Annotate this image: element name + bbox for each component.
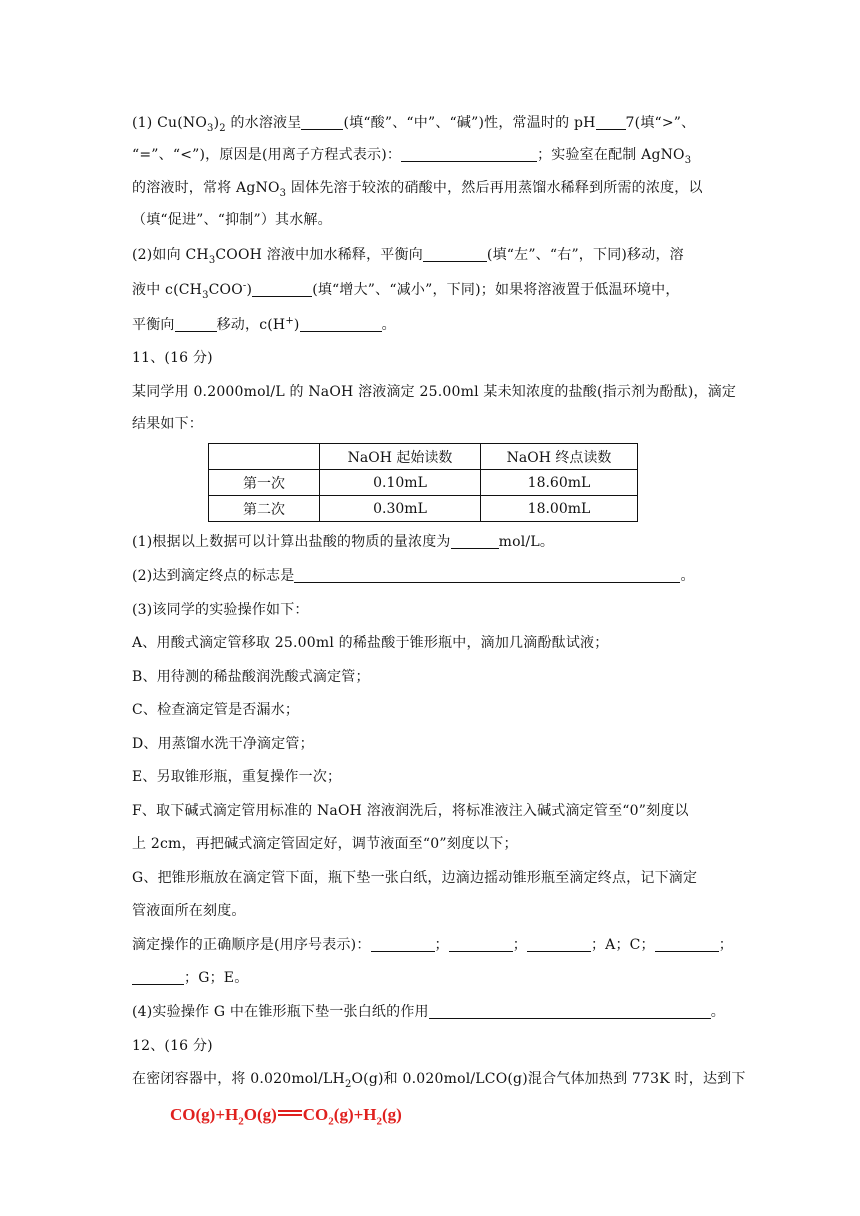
table-row: [209, 470, 638, 496]
equilibrium-direction-blank[interactable]: [423, 247, 487, 262]
step-b: B、用待测的稀盐酸润洗酸式滴定管；: [132, 669, 370, 685]
q11-intro-line2: 结果如下：: [132, 416, 203, 432]
step-g-line2: 管液面所在刻度。: [132, 903, 246, 919]
order-blank-5[interactable]: [132, 970, 184, 985]
q11-sub3: (3)该同学的实验操作如下：: [132, 602, 309, 618]
q12-heading: 12、(16 分): [132, 1038, 213, 1054]
hydrogen-ion-change-blank[interactable]: [300, 317, 382, 332]
white-paper-purpose-blank[interactable]: [429, 1004, 711, 1019]
q11-intro-line1: 某同学用 0.2000mol/L 的 NaOH 溶液滴定 25.00ml 某未知浓度的盐酸(指示剂为酚酞)，滴定: [132, 384, 737, 400]
q11-heading: 11、(16 分): [132, 350, 213, 366]
acidity-blank[interactable]: [301, 115, 343, 130]
endpoint-sign-blank[interactable]: [294, 568, 680, 583]
table-header-row: [209, 444, 638, 470]
table-cell: 0.10mL: [320, 470, 481, 496]
q10-part1-line1: (1) $Cu(NO_3)_2$ 的水溶液呈 (填“酸”、“中”、“碱”)性，常温时的 pH 7(填“>”、: [132, 115, 696, 134]
titration-table: [208, 443, 638, 522]
table-cell: 第一次: [209, 470, 320, 496]
step-d: D、用蒸馏水洗干净滴定管；: [132, 736, 314, 752]
q10-part1-line3: 的溶液时，常将 AgNO$_3$ 固体先溶于较浓的硝酸中，然后再用蒸馏水稀释到所需的浓度，以: [132, 180, 703, 199]
equilibrium-sign-icon: [278, 1109, 302, 1117]
table-row: [209, 496, 638, 522]
order-blank-2[interactable]: [449, 937, 513, 952]
table-header-cell: [209, 444, 320, 470]
q11-sub1: (1)根据以上数据可以计算出盐酸的物质的量浓度为 mol/L。: [132, 534, 555, 550]
table-header-cell: NaOH 起始读数: [320, 444, 481, 470]
step-g-line1: G、把锥形瓶放在滴定管下面，瓶下垫一张白纸，边滴边摇动锥形瓶至滴定终点，记下滴定: [132, 870, 698, 886]
order-line1: 滴定操作的正确顺序是(用序号表示)： ； ； ；A；C； ；: [132, 937, 733, 953]
order-line2: ；G；E。: [132, 968, 732, 988]
order-blank-3[interactable]: [527, 937, 591, 952]
q11-sub4: (4)实验操作 G 中在锥形瓶下垫一张白纸的作用 。: [132, 1004, 725, 1020]
order-blank-4[interactable]: [655, 937, 719, 952]
table-header-cell: NaOH 终点读数: [481, 444, 638, 470]
acetate-change-blank[interactable]: [252, 282, 312, 297]
q11-sub2: (2)达到滴定终点的标志是 。: [132, 568, 695, 584]
order-blank-1[interactable]: [371, 937, 435, 952]
step-f-line2: 上 2cm，再把碱式滴定管固定好，调节液面至“0”刻度以下；: [132, 836, 518, 852]
q10-part1-line2: “=”、“<”)，原因是(用离子方程式表示)： ；实验室在配制 AgNO$_3$: [132, 147, 692, 166]
table-cell: 第二次: [209, 496, 320, 522]
low-temp-direction-blank[interactable]: [175, 317, 217, 332]
step-f-line1: F、取下碱式滴定管用标准的 NaOH 溶液润洗后，将标准液注入碱式滴定管至“0”刻度以: [132, 803, 689, 819]
step-e: E、另取锥形瓶，重复操作一次；: [132, 769, 342, 785]
table-cell: 18.00mL: [481, 496, 638, 522]
table-cell: 0.30mL: [320, 496, 481, 522]
concentration-blank[interactable]: [451, 534, 499, 549]
table-cell: 18.60mL: [481, 470, 638, 496]
q10-part1-line4: （填“促进”、“抑制”）其水解。: [132, 212, 332, 228]
step-a: A、用酸式滴定管移取 25.00ml 的稀盐酸于锥形瓶中，滴加几滴酚酞试液；: [132, 635, 609, 651]
step-c: C、检查滴定管是否漏水；: [132, 702, 300, 718]
q12-intro: 在密闭容器中，将 $0.020mol/LH_2O(g)$和 0.020mol/LCO(g)混合气体加热到 773K 时，达到下: [132, 1071, 746, 1090]
q10-part2-line2: 液中 $c(CH_3COO^-)$ (填“增大”、“减小”，下同)；如果将溶液置于低温环境中，: [132, 280, 680, 301]
reaction-equation: $CO(g)+H_2O(g)$ $CO_2(g)+H_2(g)$: [170, 1105, 402, 1128]
q10-part2-line3: 平衡向 移动，c(H+) 。: [132, 315, 396, 333]
ion-equation-blank[interactable]: [401, 147, 537, 162]
ph-compare-blank[interactable]: [596, 115, 626, 130]
q10-part2-line1: (2)如向 $CH_3COOH$ 溶液中加水稀释，平衡向 (填“左”、“右”，下同)移动，溶: [132, 247, 684, 266]
